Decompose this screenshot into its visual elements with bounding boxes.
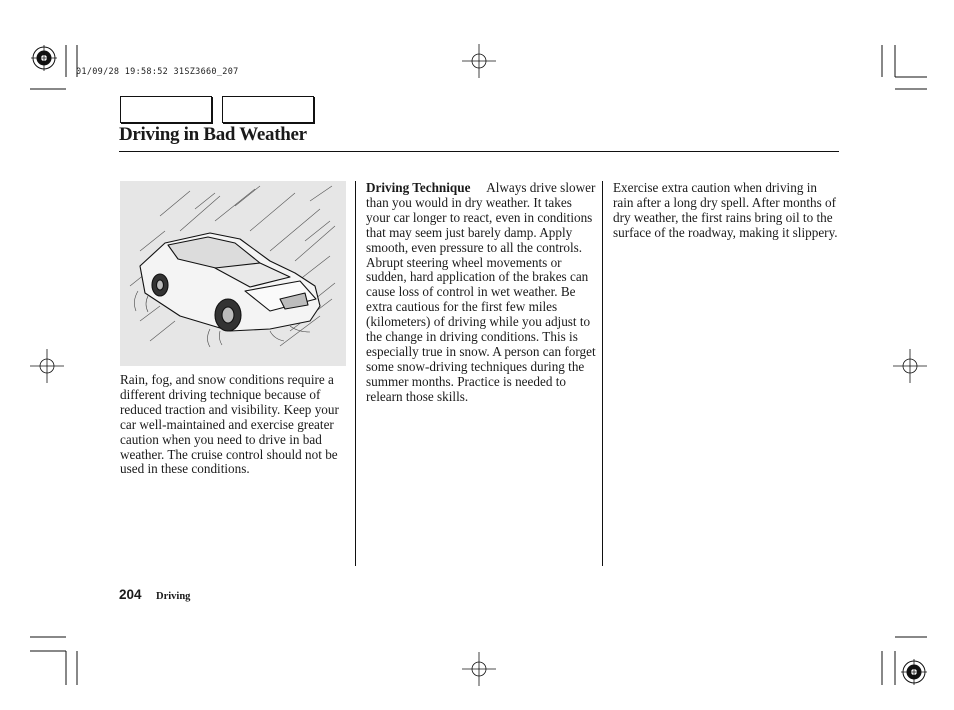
page-title: Driving in Bad Weather xyxy=(119,124,307,145)
header-tab-box xyxy=(120,96,212,123)
technique-paragraph xyxy=(366,181,596,405)
right-column xyxy=(613,181,839,241)
section-name: Driving xyxy=(156,591,191,602)
caution-paragraph: Exercise extra caution when driving in rain after a long dry spell. After months of dry weather, the first rains bring oil to the surface of the roadway, making it slippery. xyxy=(613,180,838,240)
crosshair-icon xyxy=(30,349,64,383)
technique-body: Always drive slower than you would in dry weather. It takes your car longer to react, even in conditions that may seem just barely damp. Apply smooth, even pressure to all the controls. Abrupt steering wheel movements or sudden, hard application of the brakes can cause loss of control in wet weather. Be extra cautious for the first few miles (kilometers) of driving while you adjust to the change in driving conditions. This is especially true in snow. A person can forget some snow-driving techniques during the summer months. Practice is needed to relearn those skills. xyxy=(366,180,596,404)
column-divider xyxy=(355,181,356,566)
registration-target-icon xyxy=(31,45,57,71)
column-divider xyxy=(602,181,603,566)
crosshair-icon xyxy=(462,44,496,78)
left-column xyxy=(120,373,348,477)
registration-target-icon xyxy=(901,659,927,685)
crosshair-icon xyxy=(893,349,927,383)
title-rule xyxy=(119,151,839,152)
lead-in-heading: Driving Technique xyxy=(366,180,471,195)
crosshair-icon xyxy=(462,652,496,686)
car-in-rain-icon xyxy=(120,181,346,366)
middle-column xyxy=(366,181,596,405)
print-stamp: 01/09/28 19:58:52 31SZ3660_207 xyxy=(76,67,239,77)
intro-paragraph: Rain, fog, and snow conditions require a different driving technique because of reduced traction and visibility. Keep your car well-maintained and exercise greater caution when you need to drive in bad weather. The cruise control should not be used in these conditions. xyxy=(120,372,339,477)
page-number: 204 xyxy=(119,587,142,602)
header-tab-box xyxy=(222,96,314,123)
